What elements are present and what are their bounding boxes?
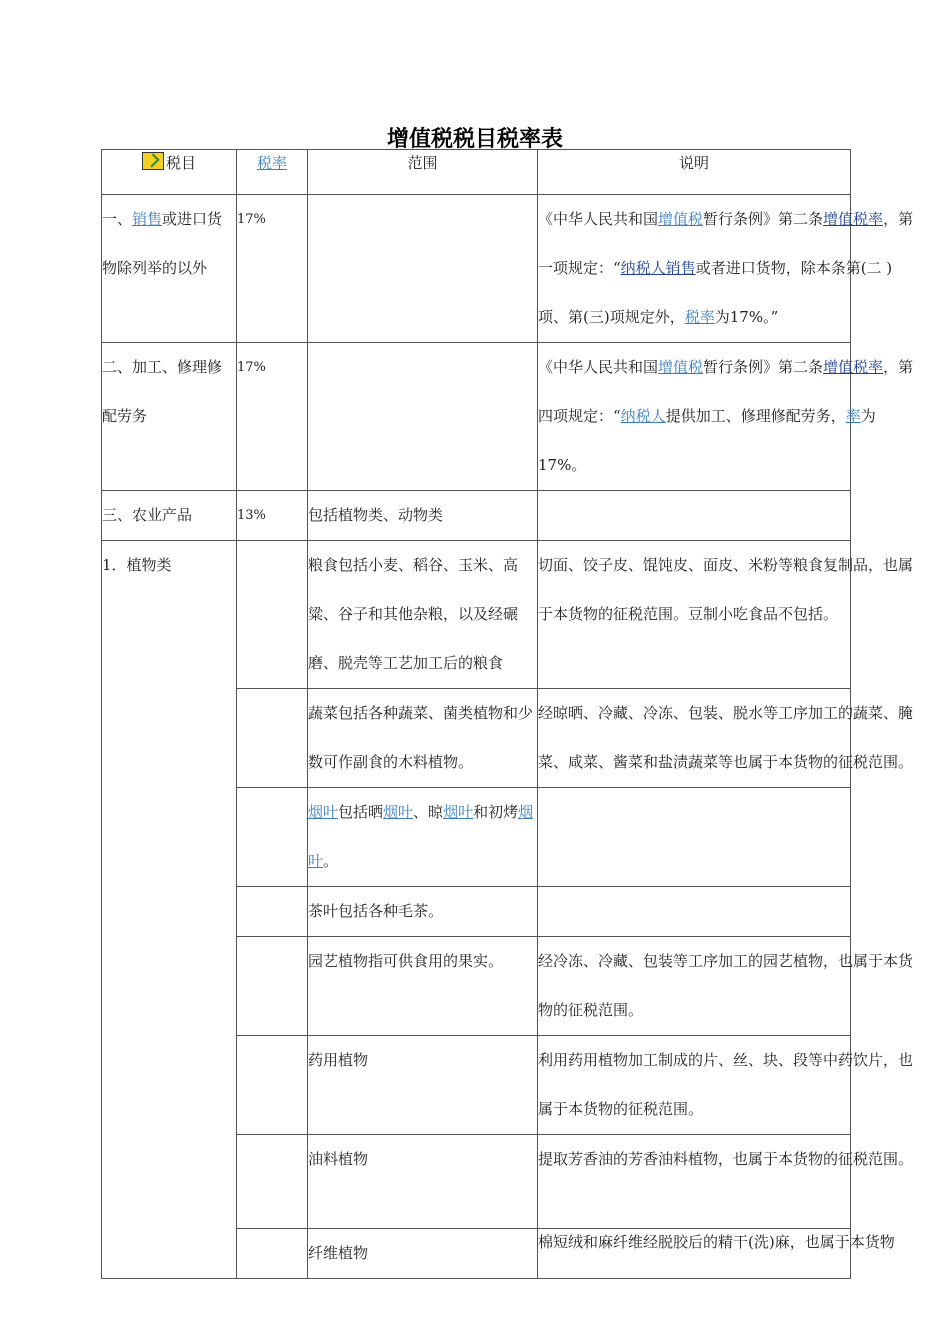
vat-rate-link[interactable]: 增值税率 (823, 210, 884, 228)
table-row (102, 343, 851, 491)
vat-link[interactable]: 增值税 (658, 358, 704, 376)
header-tax-item: 税目 (102, 150, 237, 195)
item-cell: 1．植物类 (102, 541, 237, 1279)
item-cell: 一、销售或进口货物除列举的以外 (102, 195, 237, 343)
taxpayer-sales-link[interactable]: 纳税人销售 (620, 259, 696, 277)
scope-cell: 油料植物 (308, 1135, 538, 1229)
vat-rate-link[interactable]: 增值税率 (823, 358, 884, 376)
rate-cell (237, 1135, 308, 1229)
description-cell (538, 788, 851, 887)
rate-cell: 17% (237, 195, 308, 343)
item-cell: 二、加工、修理修配劳务 (102, 343, 237, 491)
tobacco-link[interactable]: 烟叶 (308, 803, 534, 870)
scope-cell: 纤维植物 (308, 1229, 538, 1279)
description-cell: 切面、饺子皮、馄饨皮、面皮、米粉等粮食复制品，也属于本货物的征税范围。豆制小吃食品不包括。 (538, 541, 851, 689)
rate-cell (237, 541, 308, 689)
description-cell: 经冷冻、冷藏、包装等工序加工的园艺植物，也属于本货物的征税范围。 (538, 937, 851, 1036)
rate-cell (237, 689, 308, 788)
header-scope: 范围 (308, 150, 538, 195)
description-cell (538, 491, 851, 541)
table-row (102, 491, 851, 541)
scope-cell: 园艺植物指可供食用的果实。 (308, 937, 538, 1036)
description-cell (538, 887, 851, 937)
description-cell: 提取芳香油的芳香油料植物，也属于本货物的征税范围。 (538, 1135, 851, 1229)
scope-cell: 蔬菜包括各种蔬菜、菌类植物和少数可作副食的木料植物。 (308, 689, 538, 788)
scope-cell (308, 343, 538, 491)
table-row (102, 195, 851, 343)
page-title: 增值税税目税率表 (386, 127, 563, 152)
taxpayer-link[interactable]: 纳税人 (620, 407, 666, 425)
tax-rate-link[interactable]: 税率 (684, 308, 715, 326)
sales-link[interactable]: 销售 (132, 210, 163, 228)
description-cell: 《中华人民共和国增值税暂行条例》第二条增值税率，第四项规定：“纳税人提供加工、修理修配劳务，率为17%。 (538, 343, 851, 491)
rate-cell (237, 1036, 308, 1135)
description-cell: 《中华人民共和国增值税暂行条例》第二条增值税率，第一项规定：“纳税人销售或者进口货物，除本条第(二 )项、第(三)项规定外，税率为17%。” (538, 195, 851, 343)
scope-cell: 烟叶包括晒烟叶、晾烟叶和初烤烟叶。 (308, 788, 538, 887)
document-icon (142, 152, 164, 170)
description-cell: 经晾晒、冷藏、冷冻、包装、脱水等工序加工的蔬菜、腌菜、咸菜、酱菜和盐渍蔬菜等也属于本货物的征税范围。 (538, 689, 851, 788)
tax-rate-table (101, 149, 914, 1279)
vat-link[interactable]: 增值税 (658, 210, 704, 228)
rate-cell (237, 1229, 308, 1279)
scope-cell: 包括植物类、动物类 (308, 491, 538, 541)
tax-rate-link[interactable]: 税率 (256, 154, 287, 172)
header-description: 说明 (538, 150, 851, 195)
tobacco-link[interactable]: 烟叶 (443, 803, 474, 821)
tobacco-link[interactable]: 烟叶 (308, 803, 339, 821)
rate-link[interactable]: 率 (845, 407, 861, 425)
rate-cell: 17% (237, 343, 308, 491)
table-header-row (102, 150, 851, 195)
rate-cell (237, 887, 308, 937)
rate-cell (237, 937, 308, 1036)
rate-cell: 13% (237, 491, 308, 541)
table-row (102, 541, 851, 689)
description-cell: 棉短绒和麻纤维经脱胶后的精干(洗)麻，也属于本货物 (538, 1229, 851, 1279)
header-tax-rate[interactable] (237, 150, 308, 195)
tobacco-link[interactable]: 烟叶 (383, 803, 414, 821)
scope-cell: 药用植物 (308, 1036, 538, 1135)
scope-cell: 粮食包括小麦、稻谷、玉米、高粱、谷子和其他杂粮，以及经碾磨、脱壳等工艺加工后的粮食 (308, 541, 538, 689)
scope-cell: 茶叶包括各种毛茶。 (308, 887, 538, 937)
description-cell: 利用药用植物加工制成的片、丝、块、段等中药饮片，也属于本货物的征税范围。 (538, 1036, 851, 1135)
item-cell: 三、农业产品 (102, 491, 237, 541)
scope-cell (308, 195, 538, 343)
rate-cell (237, 788, 308, 887)
